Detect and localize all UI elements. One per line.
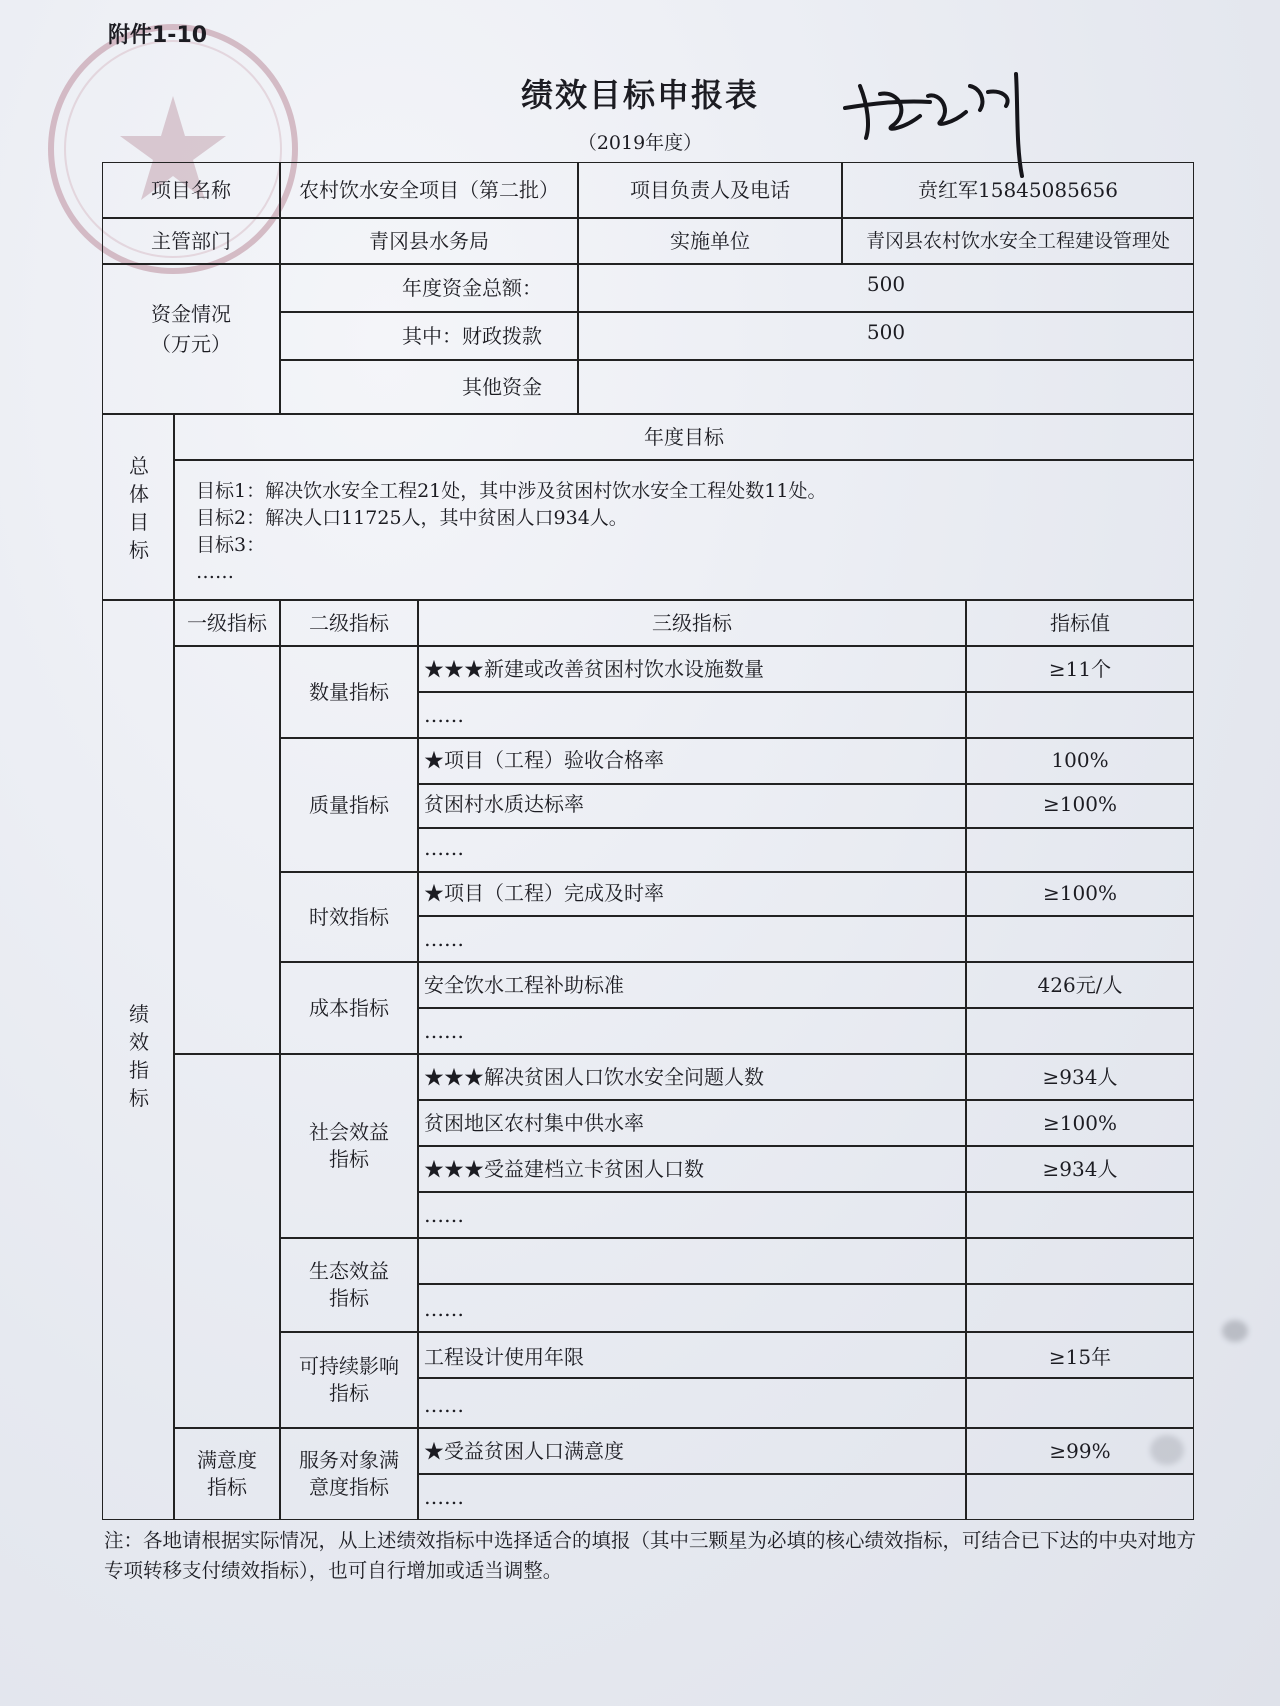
level2-timeliness: 时效指标 — [309, 904, 389, 929]
other-funds-value — [578, 360, 1194, 414]
annual-total-label: 年度资金总额： — [402, 275, 542, 300]
project-name-label: 项目名称 — [151, 177, 231, 202]
col-header-level2: 二级指标 — [309, 610, 389, 635]
indicator-value: 426元/人 — [1037, 972, 1123, 997]
col-header-value: 指标值 — [1050, 610, 1110, 635]
indicator-value: ≥934人 — [1042, 1156, 1118, 1181]
indicator-value: 100% — [1051, 747, 1109, 772]
indicator-value — [966, 692, 1194, 738]
indicator-value: ≥99% — [1049, 1438, 1111, 1463]
department-value: 青冈县水务局 — [369, 228, 489, 253]
indicator-value — [966, 1474, 1194, 1520]
goal-3: 目标3： — [196, 534, 266, 556]
fiscal-allocation-value: 500 — [866, 319, 906, 344]
level3-indicator: …… — [424, 702, 464, 727]
level3-indicator: 贫困地区农村集中供水率 — [424, 1110, 644, 1135]
indicator-value: ≥15年 — [1048, 1344, 1112, 1369]
implementing-unit-value: 青冈县农村饮水安全工程建设管理处 — [865, 230, 1170, 252]
indicator-value: ≥100% — [1043, 791, 1117, 816]
level3-indicator: …… — [424, 1202, 464, 1227]
level3-indicator — [418, 1238, 966, 1286]
indicator-value — [966, 826, 1194, 870]
department-label: 主管部门 — [151, 228, 231, 253]
indicator-value: ≥11个 — [1048, 656, 1112, 681]
footnote: 注：各地请根据实际情况，从上述绩效指标中选择适合的填报（其中三颗星为必填的核心绩效指标，可结合已下达的中央对地方专项转移支付绩效指标），也可自行增加或适当调整。 — [104, 1529, 1197, 1582]
level3-indicator: ★★★解决贫困人口饮水安全问题人数 — [424, 1064, 764, 1089]
level3-indicator: ★项目（工程）验收合格率 — [424, 747, 664, 772]
indicator-value — [966, 1286, 1194, 1332]
level3-indicator: …… — [424, 926, 464, 951]
level2-quantity: 数量指标 — [309, 679, 389, 704]
level3-indicator: 工程设计使用年限 — [424, 1344, 584, 1369]
level1-satisfaction: 满意度指标 — [197, 1448, 257, 1499]
level2-cost: 成本指标 — [309, 995, 389, 1020]
indicator-value — [966, 1008, 1194, 1054]
fiscal-allocation-label: 其中：财政拨款 — [402, 323, 542, 348]
indicator-value — [966, 916, 1194, 962]
overall-goal-label: 总 体 目 标 — [129, 454, 149, 562]
level2-sustainability: 可持续影响指标 — [299, 1354, 399, 1405]
col-header-level3: 三级指标 — [652, 610, 732, 635]
stain-mark — [1222, 1320, 1248, 1342]
indicator-value: ≥100% — [1043, 1110, 1117, 1135]
level3-indicator: …… — [424, 1484, 464, 1509]
goal-more: …… — [196, 561, 234, 583]
indicator-value — [966, 1382, 1194, 1428]
stain-mark — [1150, 1435, 1184, 1465]
report-year: （2019年度） — [577, 132, 703, 154]
level3-indicator: ★受益贫困人口满意度 — [424, 1438, 624, 1463]
level2-ecological-benefit: 生态效益指标 — [309, 1259, 389, 1310]
funds-unit: （万元） — [151, 331, 231, 356]
level3-indicator: 安全饮水工程补助标准 — [424, 972, 624, 997]
level3-indicator: ★★★受益建档立卡贫困人口数 — [424, 1156, 704, 1181]
project-leader-label: 项目负责人及电话 — [630, 177, 790, 202]
implementing-unit-label: 实施单位 — [670, 228, 750, 253]
indicator-value — [966, 1238, 1194, 1286]
level2-satisfaction: 服务对象满意度指标 — [299, 1448, 399, 1499]
page-title: 绩效目标申报表 — [520, 76, 759, 114]
level2-social-benefit: 社会效益指标 — [309, 1120, 389, 1171]
other-funds-label: 其他资金 — [462, 374, 542, 399]
project-name-value: 农村饮水安全项目（第二批） — [299, 177, 559, 202]
level3-indicator: …… — [424, 1018, 464, 1043]
level3-indicator: …… — [424, 835, 464, 860]
attachment-number: 附件1-10 — [108, 23, 208, 48]
annual-goal-header: 年度目标 — [644, 424, 724, 449]
goal-1: 目标1：解决饮水安全工程21处，其中涉及贫困村饮水安全工程处数11处。 — [196, 480, 827, 502]
annual-total-value: 500 — [866, 271, 906, 296]
level3-indicator: ★项目（工程）完成及时率 — [424, 880, 664, 905]
level3-indicator: …… — [424, 1392, 464, 1417]
indicator-value — [966, 1192, 1194, 1238]
indicator-value: ≥100% — [1043, 880, 1117, 905]
performance-label: 绩 效 指 标 — [129, 1002, 149, 1110]
level2-quality: 质量指标 — [309, 792, 389, 817]
indicator-value: ≥934人 — [1042, 1064, 1118, 1089]
goal-list — [196, 478, 826, 586]
project-leader-value: 贲红军15845085656 — [918, 177, 1118, 202]
level3-indicator: 贫困村水质达标率 — [424, 791, 584, 816]
funds-label: 资金情况 — [151, 301, 231, 326]
col-header-level1: 一级指标 — [187, 610, 267, 635]
goal-2: 目标2：解决人口11725人，其中贫困人口934人。 — [196, 507, 628, 529]
level3-indicator: …… — [424, 1296, 464, 1321]
level3-indicator: ★★★新建或改善贫困村饮水设施数量 — [424, 656, 764, 681]
